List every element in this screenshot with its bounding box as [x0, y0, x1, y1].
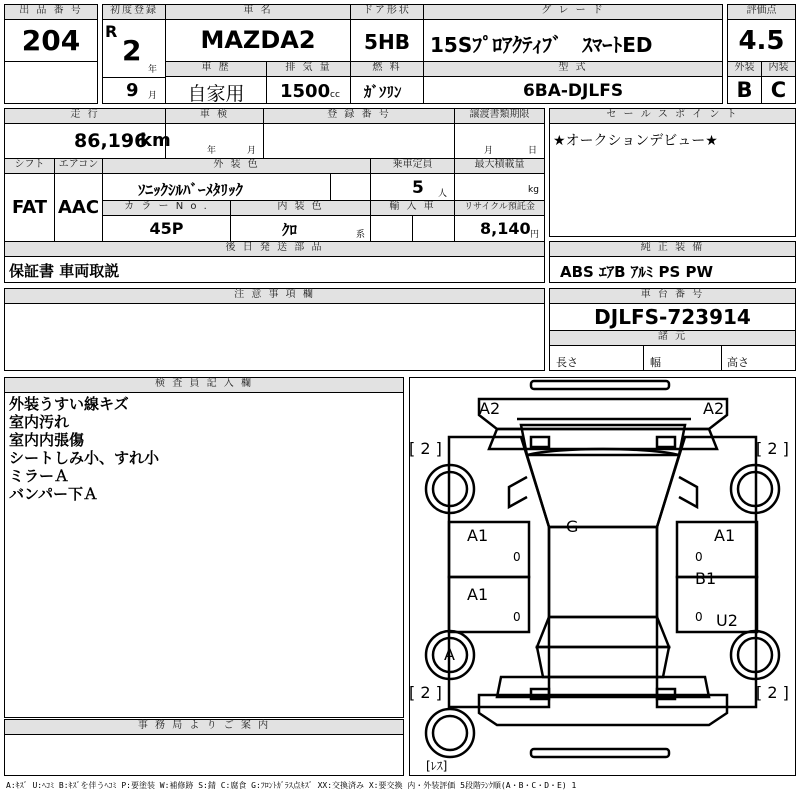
color-no-label: カ ラ ー N o . [102, 200, 231, 216]
int-color-label: 内 装 色 [230, 200, 371, 216]
transfer-month-unit: 月 [484, 146, 494, 156]
office-label: 事 務 局 よ り ご 案 内 [4, 719, 404, 735]
dmg-a1-rl: A1 [467, 585, 489, 604]
shift: FAT [11, 197, 48, 218]
dmg-a1-fl: A1 [467, 526, 489, 545]
door-type: 5HB [364, 30, 410, 54]
ac: AAC [57, 197, 100, 218]
notes-label: 注 意 事 項 欄 [4, 288, 545, 304]
inspect-year-unit: 年 [207, 146, 217, 156]
inspector-line: シートしみ小、すれ小 [9, 449, 160, 467]
color: ｿﾆｯｸｼﾙﾊﾞｰﾒﾀﾘｯｸ [138, 181, 244, 199]
mileage-unit: km [140, 130, 171, 151]
recycle-label: リサイクル預託金 [454, 200, 545, 216]
car-diagram [409, 377, 796, 776]
office-cell [4, 734, 404, 776]
seats-label: 乗車定員 [370, 158, 455, 174]
transfer-day-unit: 日 [528, 146, 538, 156]
equipment-text: ABS ｴｱB ｱﾙﾐ PS PW [560, 263, 714, 281]
disp-label: 排 気 量 [266, 61, 351, 77]
int-color: ｸﾛ [282, 221, 298, 239]
zero-4: 0 [695, 610, 703, 624]
reg-no-cell [263, 123, 455, 159]
model-label: 型 式 [423, 61, 723, 77]
score-label: 評価点 [727, 4, 796, 20]
color-label: 外 装 色 [102, 158, 371, 174]
recycle-unit: 円 [530, 230, 540, 240]
legend: A:ｷｽﾞ U:ﾍｺﾐ B:ｷｽﾞを伴うﾍｺﾐ P:要塗装 W:補修跡 S:錆 C:腐食 G:ﾌﾛﾝﾄｶﾞﾗｽ点ｷｽﾞ XX:交換済み X:要交換 内・外装評価 5段階ﾗﾝｸ順(A・B・C・D・E) 1 [6, 781, 577, 790]
dmg-a-wheel: A [444, 645, 455, 664]
sales-point-label: セ ー ル ス ポ イ ン ト [549, 108, 796, 124]
seats-unit: 人 [438, 189, 448, 199]
spec-width: 幅 [650, 356, 661, 369]
displacement: 1500 [280, 81, 331, 102]
grade: 15Sﾌﾟﾛｱｸﾃｨﾌﾞ ｽﾏｰﾄED [430, 33, 653, 57]
dmg-g: G [566, 517, 579, 536]
zero-1: 0 [513, 550, 521, 564]
mileage-label: 走 行 [4, 108, 166, 124]
import-label: 輸 入 車 [370, 200, 455, 216]
color-no: 45P [149, 219, 184, 238]
era: R [105, 22, 118, 41]
year-unit: 年 [148, 65, 158, 75]
dmg-a2-left: A2 [479, 399, 501, 418]
score: 4.5 [738, 26, 785, 56]
spec-label: 諸 元 [549, 330, 796, 346]
fuel-label: 燃 料 [350, 61, 424, 77]
int-color-unit: 系 [356, 230, 366, 240]
car-name-label: 車 名 [165, 4, 351, 20]
inspector-label: 検 査 員 記 入 欄 [4, 377, 404, 393]
spec-height: 高さ [727, 356, 749, 369]
spec-length: 長さ [556, 356, 578, 369]
sales-point-text: ★オークションデビュー★ [553, 133, 718, 149]
int-label: 内装 [761, 61, 796, 77]
zero-2: 0 [695, 550, 703, 564]
later-parts-label: 後 日 発 送 部 品 [4, 241, 545, 257]
ext-grade: B [736, 78, 753, 102]
chassis-label: 車 台 番 号 [549, 288, 796, 304]
inspect-label: 車 検 [165, 108, 264, 124]
dmg-a2-right: A2 [703, 399, 725, 418]
history-label: 車 歴 [165, 61, 267, 77]
grade-label: グ レ ー ド [423, 4, 723, 20]
notes-cell [4, 303, 545, 371]
tire-rl: [ 2 ] [409, 683, 442, 702]
chassis-number: DJLFS-723914 [594, 305, 751, 329]
zero-3: 0 [513, 610, 521, 624]
equipment-label: 純 正 装 備 [549, 241, 796, 257]
recycle: 8,140 [480, 219, 531, 238]
color-extra-cell [330, 173, 371, 201]
import-divider [412, 215, 413, 242]
fuel: ｶﾞｿﾘﾝ [364, 83, 402, 101]
reg-year: 2 [122, 34, 142, 67]
inspector-line: バンパー下Ａ [9, 485, 98, 503]
lot-number: 204 [21, 24, 81, 57]
load-unit: kg [528, 185, 539, 195]
history: 自家用 [187, 83, 245, 105]
month-unit: 月 [148, 91, 158, 101]
int-grade: C [770, 78, 787, 102]
inspector-line: 室内汚れ [9, 413, 70, 431]
model: 6BA-DJLFS [522, 81, 624, 101]
tire-fl: [ 2 ] [409, 439, 442, 458]
load-label: 最大積載量 [454, 158, 545, 174]
mileage: 86,196 [74, 130, 148, 152]
dmg-a1-fr: A1 [714, 526, 736, 545]
inspector-line: ミラーＡ [9, 467, 70, 485]
tire-fr: [ 2 ] [756, 439, 789, 458]
reg-no-label: 登 録 番 号 [263, 108, 455, 124]
shift-label: シフト [4, 158, 55, 174]
int-color-cell [230, 215, 371, 242]
reg-month: 9 [126, 80, 139, 101]
inspector-line: 外装うすい線キズ [9, 395, 129, 413]
lot-blank [4, 61, 98, 104]
door-label: ドア形状 [350, 4, 424, 20]
dmg-b1: B1 [695, 569, 717, 588]
car-name: MAZDA2 [200, 26, 316, 54]
inspector-line: 室内内張傷 [9, 431, 85, 449]
ext-label: 外装 [727, 61, 762, 77]
transfer-label: 譲渡書類期限 [454, 108, 545, 124]
disp-unit: cc [330, 90, 340, 100]
tire-rr: [ 2 ] [756, 683, 789, 702]
inspector-notes [9, 395, 159, 503]
dmg-u2: U2 [716, 611, 738, 630]
first-reg-label: 初度登録 [102, 4, 166, 20]
later-parts-text: 保証書 車両取説 [9, 262, 120, 280]
seats: 5 [412, 178, 424, 198]
spare-tire: [ﾚｽ] [426, 759, 448, 773]
lot-label: 出 品 番 号 [4, 4, 98, 20]
ac-label: エアコン [54, 158, 103, 174]
inspect-month-unit: 月 [247, 146, 257, 156]
